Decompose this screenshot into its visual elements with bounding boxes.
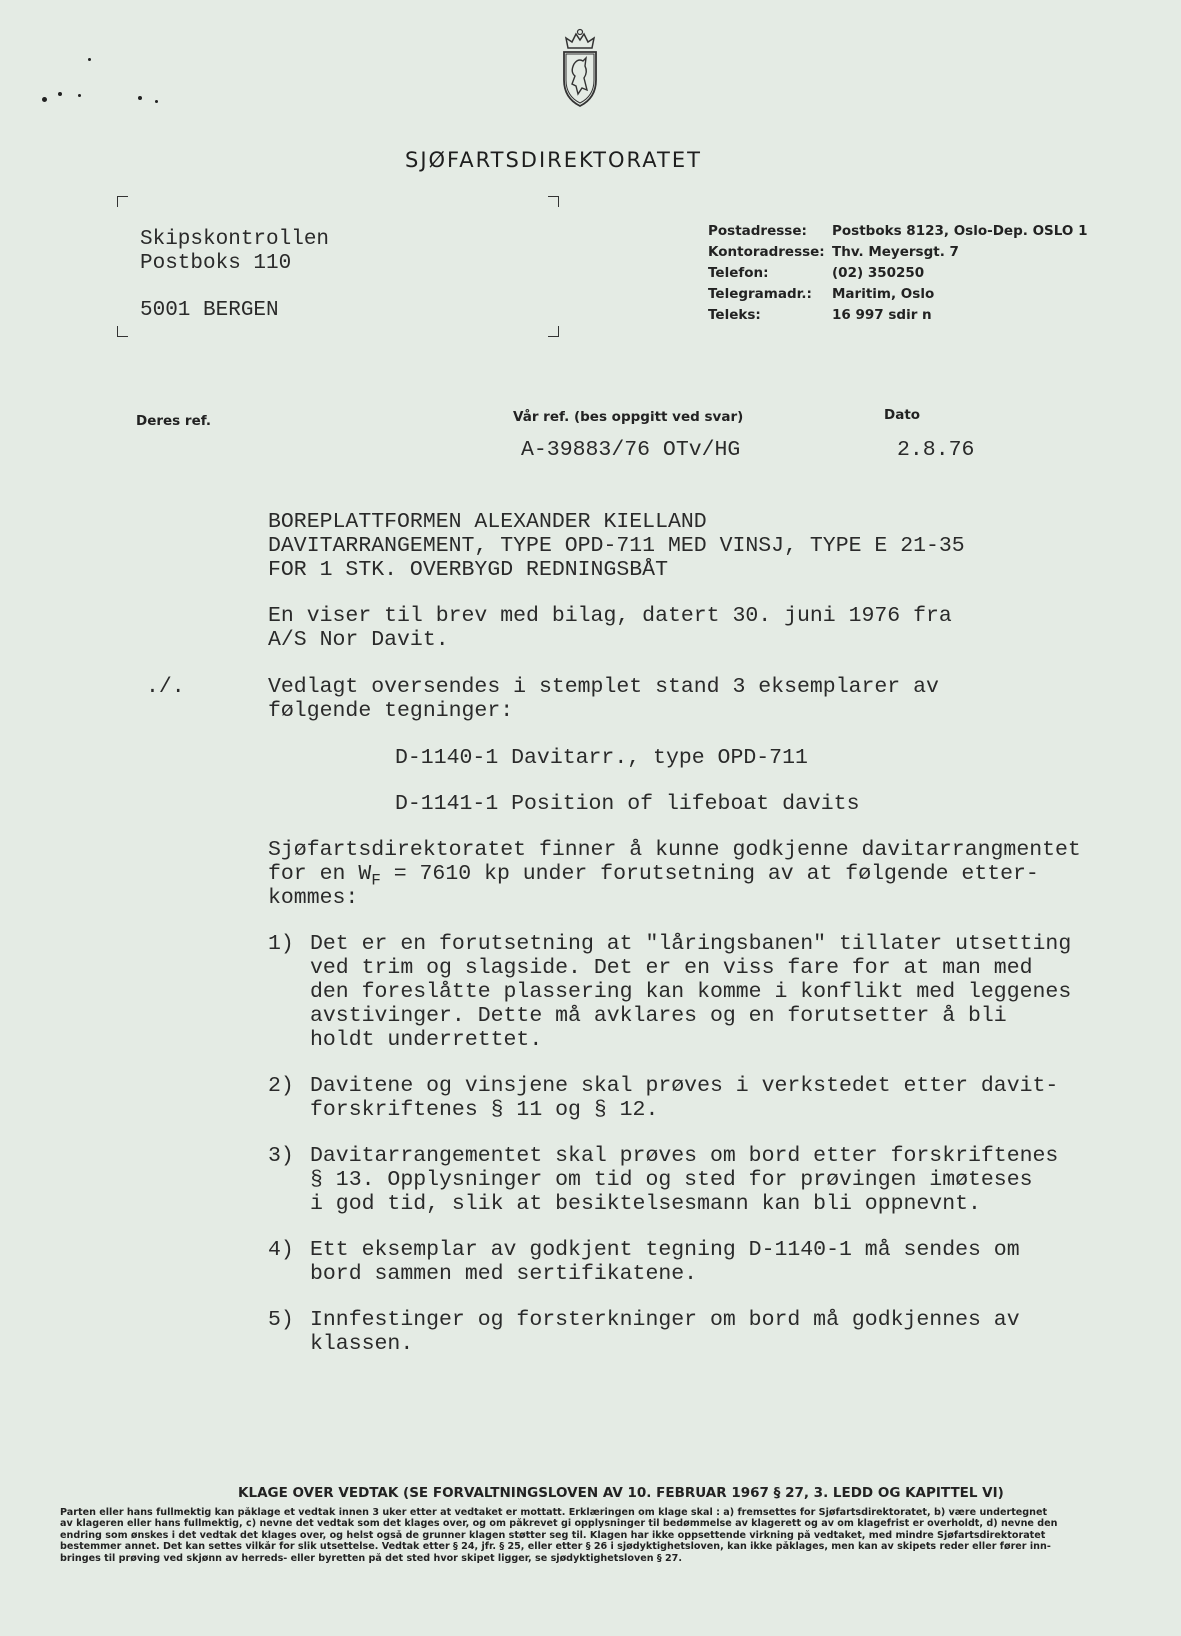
appeal-text-line: av klageren eller hans fullmektig, c) nevne det vedtak som det klages over, og om påkrevet gi opplysninger til bedømmelse av klagerett og av om klagefrist er overholdt, d) nevne den <box>60 1518 1058 1530</box>
recipient-line: 5001 BERGEN <box>140 299 279 322</box>
scan-speck <box>155 100 158 103</box>
contact-label: Teleks: <box>708 307 761 323</box>
body-line: Vedlagt oversendes i stemplet stand 3 eksemplarer av <box>268 675 939 699</box>
coat-of-arms-icon <box>552 28 608 108</box>
drawing-line: D-1141-1 Position of lifeboat davits <box>395 792 860 816</box>
appeal-text-line: bestemmer annet. Det kan settes vilkår for slik utsettelse. Vedtak etter § 24, jfr. § 25, eller etter § 26 i sjødyktighetsloven, kan ikke påklages, men kan av skipets reder eller fører inn- <box>60 1541 1051 1553</box>
date-label: Dato <box>884 407 921 423</box>
appeal-text-line: bringes til prøving ved skjønn av herreds- eller byretten på det sted hvor skipet ligger, se sjødyktighetsloven § 27. <box>60 1552 683 1564</box>
body-line: kommes: <box>268 886 359 910</box>
body-line: A/S Nor Davit. <box>268 628 449 652</box>
condition-number: 1) <box>268 932 294 956</box>
address-corner-mark <box>117 196 128 207</box>
scan-speck <box>88 58 91 61</box>
body-line: Sjøfartsdirektoratet finner å kunne godkjenne davitarrangmentet <box>268 838 1081 862</box>
condition-line: § 13. Opplysninger om tid og sted for prøvingen imøteses <box>310 1168 1033 1192</box>
condition-line: Davitene og vinsjene skal prøves i verkstedet etter davit- <box>310 1074 1059 1098</box>
contact-value: Postboks 8123, Oslo-Dep. OSLO 1 <box>832 223 1088 239</box>
subject-line: FOR 1 STK. OVERBYGD REDNINGSBÅT <box>268 558 668 582</box>
condition-line: Det er en forutsetning at "låringsbanen" tillater utsetting <box>310 932 1072 956</box>
scan-speck <box>58 92 62 96</box>
contact-value: Maritim, Oslo <box>832 286 935 302</box>
scan-speck <box>42 97 47 102</box>
condition-number: 5) <box>268 1308 294 1332</box>
condition-line: Davitarrangementet skal prøves om bord etter forskriftenes <box>310 1144 1059 1168</box>
condition-line: i god tid, slik at besiktelsesmann kan bli oppnevnt. <box>310 1192 981 1216</box>
var-ref-label: Vår ref. (bes oppgitt ved svar) <box>513 409 744 425</box>
appeal-text <box>60 1507 1155 1564</box>
recipient-line: Postboks 110 <box>140 252 292 275</box>
scan-speck <box>78 94 81 97</box>
contact-value: 16 997 sdir n <box>832 307 932 323</box>
condition-line: Ett eksemplar av godkjent tegning D-1140-1 må sendes om <box>310 1238 1020 1262</box>
body-line: følgende tegninger: <box>268 699 514 723</box>
appeal-title: KLAGE OVER VEDTAK (SE FORVALTNINGSLOVEN AV 10. FEBRUAR 1967 § 27, 3. LEDD OG KAPITTEL VI) <box>238 1485 1004 1501</box>
enclosure-mark: ./. <box>146 675 185 699</box>
condition-line: holdt underrettet. <box>310 1028 543 1052</box>
condition-line: forskriftenes § 11 og § 12. <box>310 1098 659 1122</box>
address-corner-mark <box>117 326 128 337</box>
contact-value: (02) 350250 <box>832 265 925 281</box>
address-corner-mark <box>548 326 559 337</box>
condition-line: den foreslåtte plassering kan komme i konflikt med leggenes <box>310 980 1072 1004</box>
contact-label: Kontoradresse: <box>708 244 825 260</box>
condition-line: Innfestinger og forsterkninger om bord må godkjennes av <box>310 1308 1020 1332</box>
body-line: En viser til brev med bilag, datert 30. juni 1976 fra <box>268 604 952 628</box>
contact-label: Telefon: <box>708 265 769 281</box>
condition-line: avstivinger. Dette må avklares og en forutsetter å bli <box>310 1004 1007 1028</box>
subject-line: BOREPLATTFORMEN ALEXANDER KIELLAND <box>268 510 707 534</box>
wf-prefix: for en W <box>268 862 372 886</box>
condition-number: 2) <box>268 1074 294 1098</box>
condition-number: 3) <box>268 1144 294 1168</box>
deres-ref-label: Deres ref. <box>136 413 211 429</box>
appeal-text-line: endring som ønskes i det vedtak det klages over, og helst også de grunner klagen støtter seg til. Klagen har ikke oppsettende virkning på vedtaket, med mindre Sjøfartsdirektoratet <box>60 1529 1046 1541</box>
recipient-line: Skipskontrollen <box>140 228 330 251</box>
organization-name: SJØFARTSDIREKTORATET <box>405 148 702 172</box>
body-line <box>268 862 1039 889</box>
wf-subscript: F <box>371 871 381 890</box>
date-value: 2.8.76 <box>897 438 975 462</box>
condition-line: bord sammen med sertifikatene. <box>310 1262 698 1286</box>
wf-suffix: = 7610 kp under forutsetning av at følgende etter- <box>380 862 1039 886</box>
appeal-text-line: Parten eller hans fullmektig kan påklage et vedtak innen 3 uker etter at vedtaket er mottatt. Erklæringen om klage skal : a) fremsettes for Sjøfartsdirektoratet, b) være undertegnet <box>60 1507 1048 1518</box>
condition-number: 4) <box>268 1238 294 1262</box>
condition-line: klassen. <box>310 1332 414 1356</box>
contact-label: Telegramadr.: <box>708 286 812 302</box>
drawing-line: D-1140-1 Davitarr., type OPD-711 <box>395 746 808 770</box>
subject-line: DAVITARRANGEMENT, TYPE OPD-711 MED VINSJ, TYPE E 21-35 <box>268 534 965 558</box>
var-ref-value: A-39883/76 OTv/HG <box>521 438 741 462</box>
contact-value: Thv. Meyersgt. 7 <box>832 244 959 260</box>
contact-label: Postadresse: <box>708 223 807 239</box>
condition-line: ved trim og slagside. Det er en viss fare for at man med <box>310 956 1033 980</box>
scan-speck <box>138 96 142 100</box>
address-corner-mark <box>548 196 559 207</box>
